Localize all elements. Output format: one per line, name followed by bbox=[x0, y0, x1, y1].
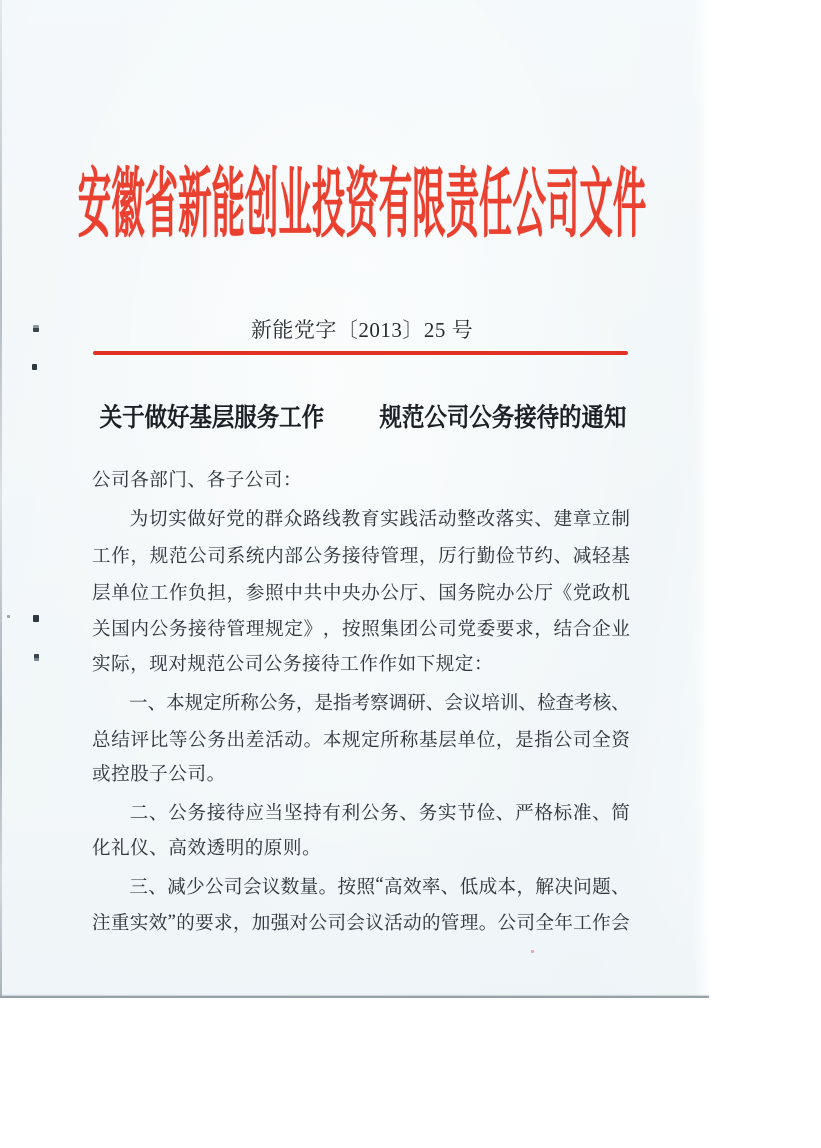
scan-right-fade bbox=[693, 0, 709, 998]
scan-artifact bbox=[7, 615, 10, 618]
scan-artifact bbox=[32, 364, 37, 370]
body-line-7: 一 、 本 规 定 所 称 公 务 ， 是 指 考 察 调 研 、 会 议 培 训 、 检 查 考 核 、 bbox=[129, 693, 630, 714]
body-line-4: 层 单 位 工 作 负 担 ， 参 照 中 共 中 央 办 公 厅 、 国 务 院 办 公 厅 《 党 政 机 bbox=[92, 583, 630, 604]
scan-left-edge-shadow bbox=[0, 0, 2, 998]
scan-artifact bbox=[531, 950, 534, 953]
body-line-9: 或控股子公司。 bbox=[92, 765, 226, 785]
scan-bottom-edge bbox=[0, 996, 709, 998]
body-line-6: 实际，现对规范公司公务接待工作作如下规定： bbox=[92, 654, 494, 675]
letterhead-title: 安徽省新能创业投资有限责任公司文件 bbox=[77, 163, 647, 247]
document-body bbox=[92, 463, 630, 941]
scan-artifact bbox=[33, 325, 39, 332]
scan-artifact bbox=[33, 615, 39, 622]
body-line-13: 注 重 实 效 ” 的 要 求 ， 加 强 对 公 司 会 议 活 动 的 管 理 。 公 司 全 年 工 作 会 bbox=[92, 911, 630, 935]
body-line-11: 化礼仪、高效透明的原则。 bbox=[92, 838, 322, 859]
body-line-10: 二 、 公 务 接 待 应 当 坚 持 有 利 公 务 、 务 实 节 俭 、 严 格 标 准 、 简 bbox=[129, 804, 630, 825]
scan-artifact bbox=[34, 654, 39, 661]
notice-title bbox=[100, 401, 627, 434]
body-line-3: 工 作 ， 规 范 公 司 系 统 内 部 公 务 接 待 管 理 ， 厉 行 勤 俭 节 约 、 减 轻 基 bbox=[92, 546, 630, 567]
body-line-8: 总 结 评 比 等 公 务 出 差 活 动 。 本 规 定 所 称 基 层 单 位 ， 是 指 公 司 全 资 bbox=[92, 730, 630, 751]
body-line-5: 关 国 内 公 务 接 待 管 理 规 定 》 ， 按 照 集 团 公 司 党 委 要 求 ， 结 合 企 业 bbox=[92, 620, 630, 641]
body-line-2: 为 切 实 做 好 党 的 群 众 路 线 教 育 实 践 活 动 整 改 落 实 、 建 章 立 制 bbox=[129, 510, 630, 531]
notice-title-part2: 规范公司公务接待的通知 bbox=[379, 403, 627, 432]
notice-title-part1: 关于做好基层服务工作 bbox=[99, 403, 325, 432]
document-number: 新能党字〔2013〕25 号 bbox=[250, 318, 474, 342]
body-line-1: 公司各部门、各子公司： bbox=[92, 471, 303, 491]
red-divider-line bbox=[93, 351, 628, 355]
body-line-12: 三 、 减 少 公 司 会 议 数 量 。 按 照 “ 高 效 率 、 低 成 本 ， 解 决 问 题 、 bbox=[129, 875, 630, 898]
